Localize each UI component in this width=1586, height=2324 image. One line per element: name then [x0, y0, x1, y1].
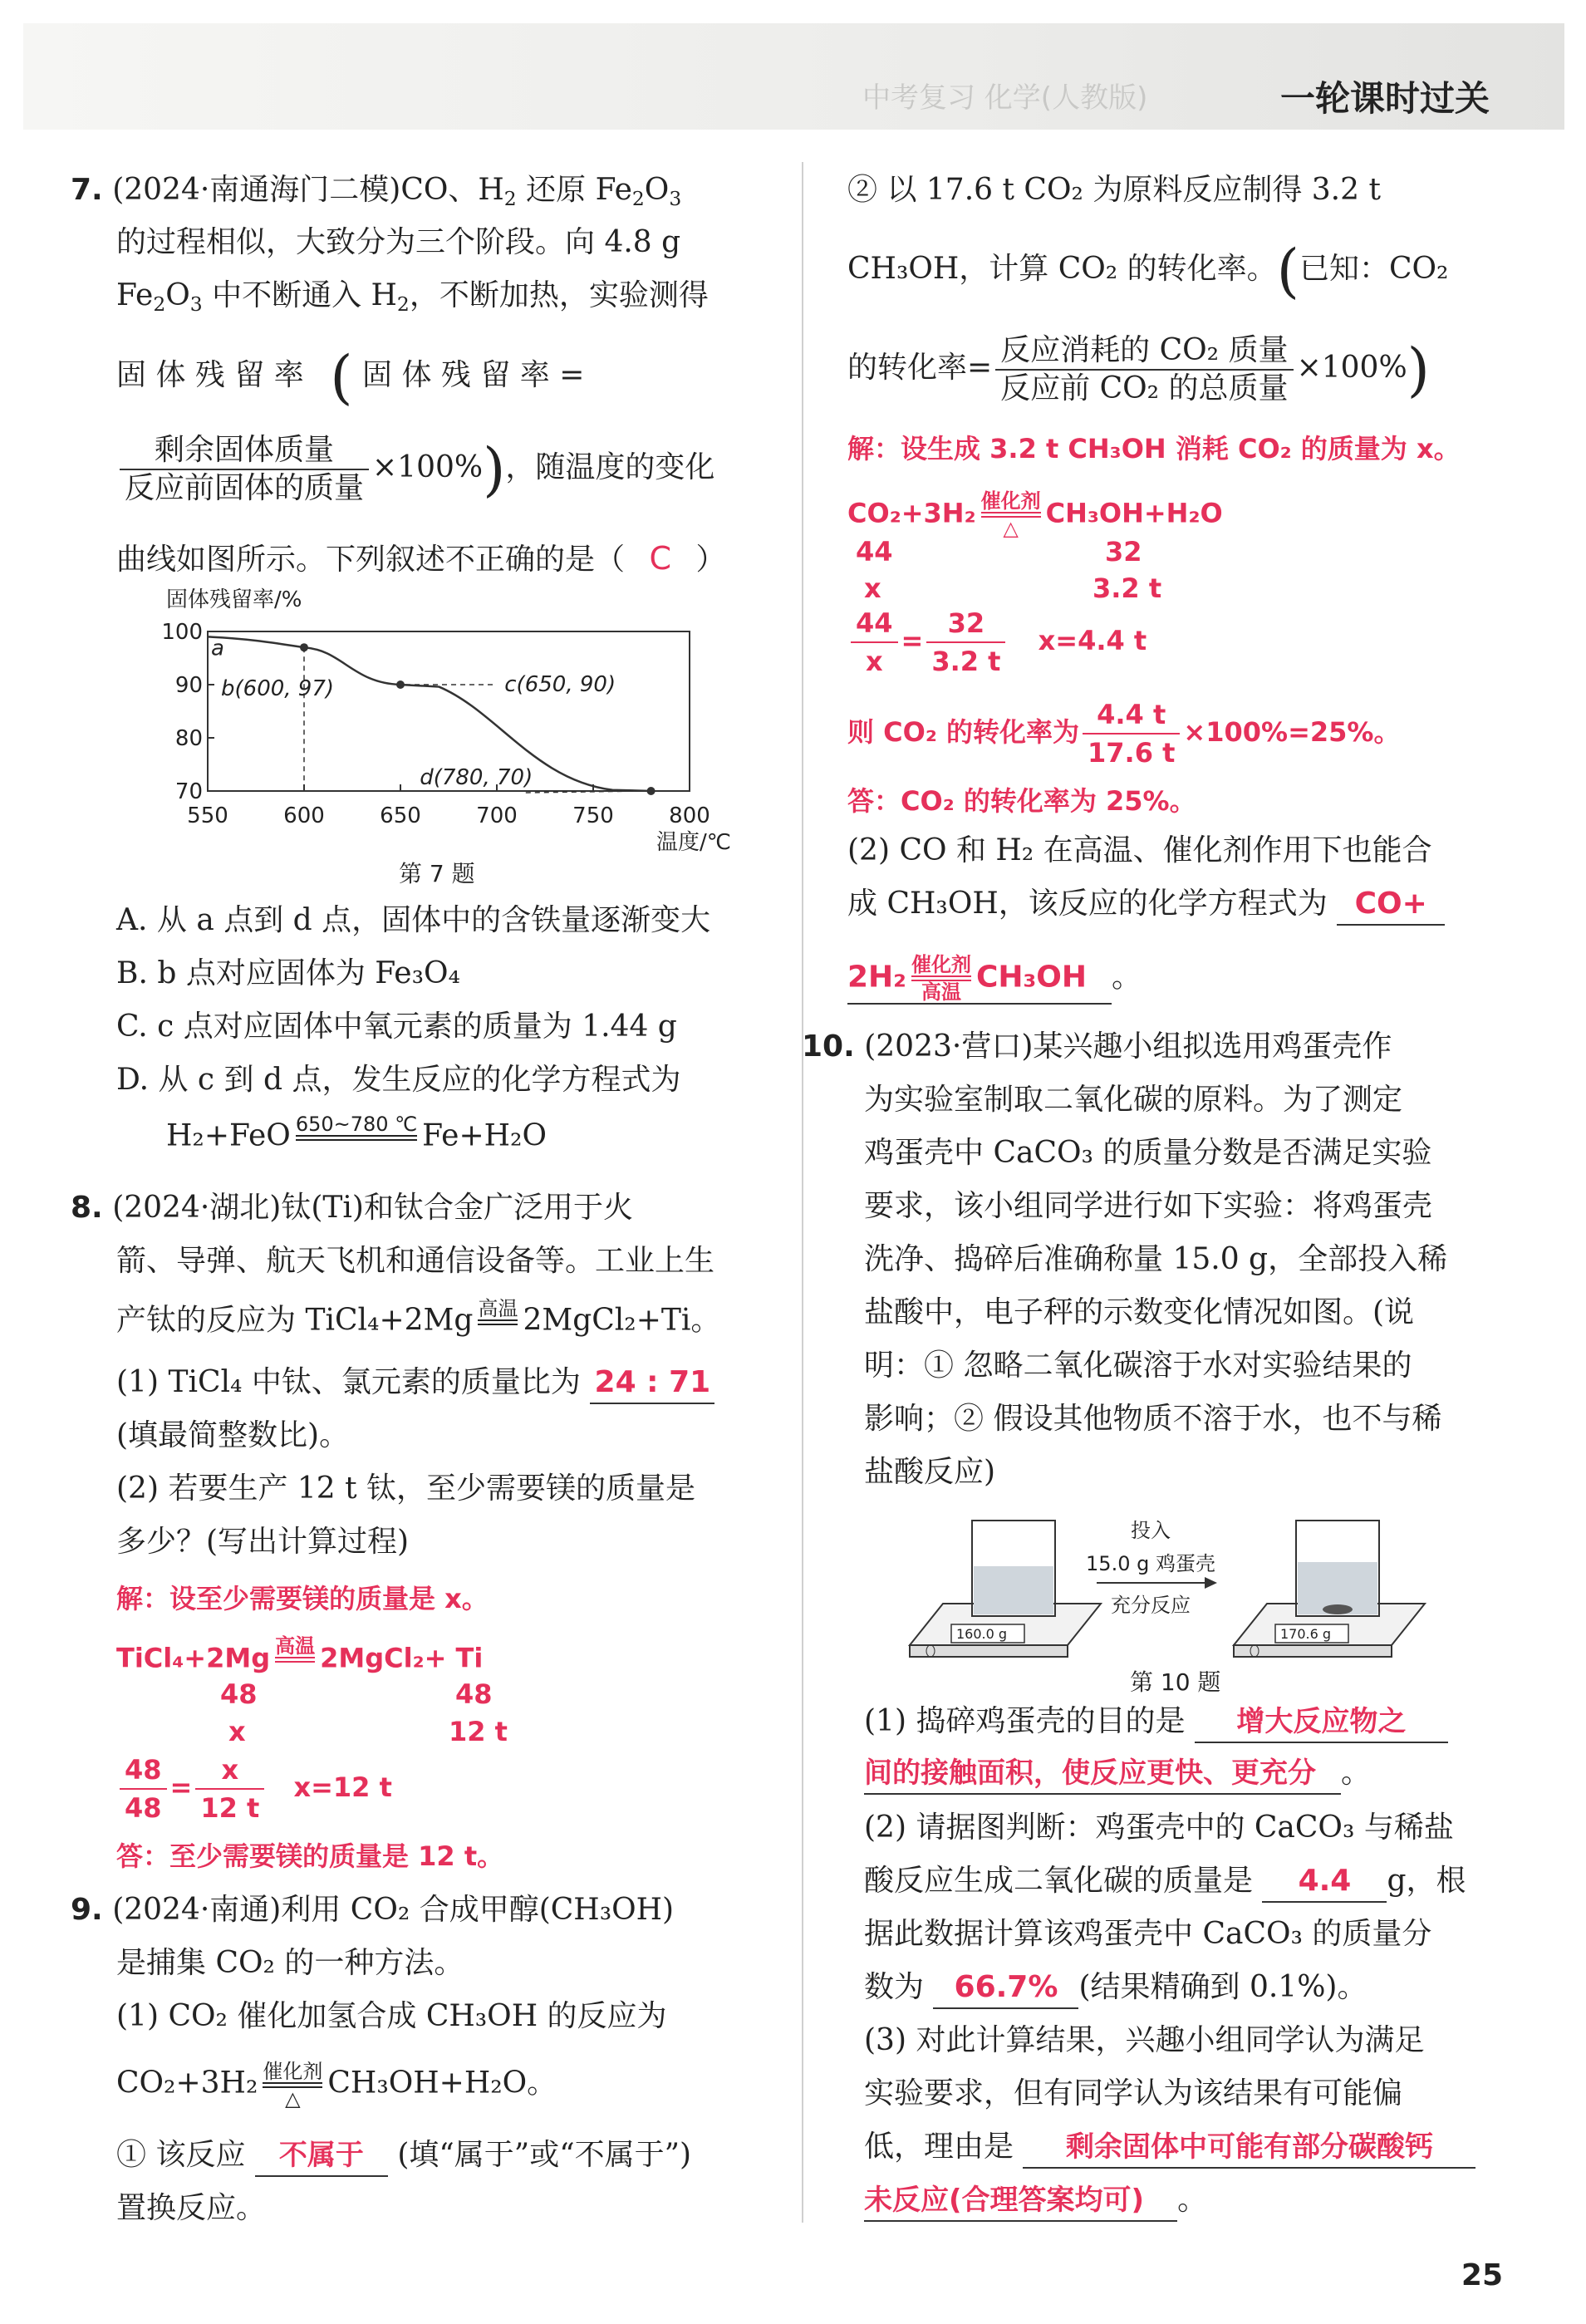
q9-sol-32t: 3.2 t	[1093, 572, 1162, 604]
q8-part1: (1) TiCl₄ 中钛、氯元素的质量比为 24 : 71	[116, 1363, 714, 1404]
q7-line5: $\frac{\text{剩余固体质量}}{\text{反应前固体的质量}}$ ×100%)，随温度的变化	[116, 432, 714, 507]
q10-part2-line4: 数为 66.7% (结果精确到 0.1%)。	[864, 1968, 1367, 2009]
q7-line3: $Fe_2O_3$ 中不断通入 $H_2$，不断加热，实验测得	[116, 278, 709, 317]
q10-line5: 洗净、捣碎后准确称量 15.0 g，全部投入稀	[864, 1242, 1448, 1276]
page-header	[23, 23, 1564, 130]
q7-answer: C	[649, 540, 672, 577]
x-tick-label: 800	[669, 803, 710, 828]
q9-sol-line1: 解：设生成 3.2 t CH₃OH 消耗 CO₂ 的质量为 x。	[847, 433, 1461, 464]
arrow-text-bot: 充分反应	[1111, 1594, 1191, 1617]
q9-part2-line2: 成 CH₃OH，该反应的化学方程式为 CO+	[847, 884, 1445, 926]
q8-sol-proportion: $\frac{48}{48}$ = $\frac{x}{12 t}$ x=12 t	[116, 1752, 392, 1826]
q8-sol-12t: 12 t	[449, 1716, 508, 1747]
q10-line6: 盐酸中，电子秤的示数变化情况如图。(说	[864, 1295, 1415, 1329]
q10-part1-line2: 间的接触面积，使反应更快、更充分 。	[864, 1753, 1371, 1795]
residue-rate-chart	[150, 582, 748, 856]
q7-line2: 的过程相似，大致分为三个阶段。向 4.8 g	[116, 225, 681, 259]
q9-part2-answer-1: CO+	[1337, 884, 1445, 926]
q10-caption: 第 10 题	[1130, 1668, 1221, 1696]
q8-line2: 箭、导弹、航天飞机和通信设备等。工业上生	[116, 1244, 715, 1278]
chart-ylabel: 固体残留率/%	[166, 587, 302, 612]
x-tick-label: 550	[187, 803, 228, 828]
q9-sol-32: 32	[1105, 536, 1142, 567]
scale-after	[1234, 1521, 1425, 1657]
q9-sol-answer: 答：CO₂ 的转化率为 25%。	[847, 785, 1196, 817]
q7-option-d-equation: H₂+FeO 650~780 ℃ Fe+H₂O	[166, 1113, 547, 1153]
x-tick-label: 750	[572, 803, 614, 828]
y-tick-label: 70	[174, 779, 203, 804]
data-point	[647, 787, 656, 795]
page-number: 25	[1461, 2258, 1503, 2292]
q7-option-b: B. b 点对应固体为 Fe₃O₄	[116, 956, 460, 990]
point-label: d(780, 70)	[420, 765, 533, 790]
q9-sub2-line1: ② 以 17.6 t CO₂ 为原料反应制得 3.2 t	[847, 173, 1381, 207]
q7-option-c: C. c 点对应固体中氧元素的质量为 1.44 g	[116, 1010, 677, 1044]
q9-part2-line3: 2H₂ 催化剂 高温 CH₃OH 。	[847, 953, 1142, 1004]
q10-part3-line4: 未反应(合理答案均可) 。	[864, 2180, 1207, 2222]
conversion-fraction: $\frac{\text{反应消耗的 CO₂ 质量}}{\text{反应前 CO₂ 的总质量}}$	[995, 332, 1293, 407]
x-tick-label: 650	[380, 803, 421, 828]
q10-part2-line3: 据此数据计算该鸡蛋壳中 CaCO₃ 的质量分	[864, 1917, 1432, 1951]
q7-option-a: A. 从 a 点到 d 点，固体中的含铁量逐渐变大	[116, 903, 711, 937]
q9-sub1-answer: 不属于	[255, 2135, 388, 2177]
scale-before	[910, 1521, 1101, 1657]
x-tick-label: 600	[283, 803, 325, 828]
scale-reading-after: 170.6 g	[1280, 1626, 1332, 1642]
q10-part1-line1: (1) 捣碎鸡蛋壳的目的是 增大反应物之	[864, 1702, 1448, 1743]
q10-part3-answer-1: 剩余固体中可能有部分碳酸钙	[1023, 2127, 1476, 2169]
q8-line3: 产钛的反应为 TiCl₄+2Mg 高温 2MgCl₂+Ti。	[116, 1297, 721, 1338]
q10-part1-answer-1: 增大反应物之	[1195, 1702, 1448, 1743]
q10-line7: 明：① 忽略二氧化碳溶于水对实验结果的	[864, 1349, 1412, 1383]
q8-solution-line1: 解：设至少需要镁的质量是 x。	[116, 1583, 489, 1614]
q7-caption: 第 7 题	[399, 860, 475, 887]
q9-sub1-end: 置换反应。	[116, 2191, 267, 2225]
y-tick-label: 100	[161, 620, 203, 645]
q9-part1: (1) CO₂ 催化加氢合成 CH₃OH 的反应为	[116, 1999, 667, 2033]
q9-number: 9.	[71, 1893, 103, 1927]
q8-part1-answer: 24 : 71	[590, 1363, 714, 1404]
chart-xlabel: 温度/℃	[656, 830, 731, 855]
data-point	[300, 643, 308, 651]
y-tick-label: 80	[174, 726, 203, 751]
q8-sol-48-ti: 48	[455, 1678, 493, 1710]
point-label: a	[211, 636, 224, 661]
q9-part2-line1: (2) CO 和 H₂ 在高温、催化剂作用下也能合	[847, 833, 1432, 867]
q10-part2-line2: 酸反应生成二氧化碳的质量是 4.4 g，根	[864, 1861, 1466, 1903]
residue-rate-fraction: $\frac{\text{剩余固体质量}}{\text{反应前固体的质量}}$	[120, 432, 369, 507]
q7-option-d: D. 从 c 到 d 点，发生反应的化学方程式为	[116, 1063, 681, 1097]
arrow-head	[1205, 1577, 1217, 1589]
q10-line4: 要求，该小组同学进行如下实验：将鸡蛋壳	[864, 1189, 1433, 1223]
q10-line9: 盐酸反应)	[864, 1455, 996, 1489]
q8-sol-answer: 答：至少需要镁的质量是 12 t。	[116, 1840, 504, 1872]
arrow-text-top: 投入	[1131, 1519, 1171, 1542]
q10-part3-line1: (3) 对此计算结果，兴趣小组同学认为满足	[864, 2023, 1425, 2057]
q8-line1: 8. (2024·湖北)钛(Ti)和钛合金广泛用于火	[71, 1191, 633, 1225]
q7-line4: 固 体 残 留 率 ( 固 体 残 留 率 =	[116, 343, 585, 411]
arrow-text-mid: 15.0 g 鸡蛋壳	[1086, 1552, 1215, 1575]
q8-sol-x: x	[228, 1716, 246, 1747]
q9-equation: CO₂+3H₂ 催化剂 △ CH₃OH+H₂O。	[116, 2060, 557, 2110]
scale-experiment-figure	[901, 1504, 1450, 1662]
q10-part3-answer-2: 未反应(合理答案均可)	[864, 2180, 1177, 2222]
q10-line2: 为实验室制取二氧化碳的原料。为了测定	[864, 1083, 1403, 1117]
q9-sub2-line3: 的转化率= $\frac{\text{反应消耗的 CO₂ 质量}}{\text{反应前 CO₂ 的总质量}}$ ×100%)	[847, 333, 1430, 405]
q10-part2-line1: (2) 请据图判断：鸡蛋壳中的 CaCO₃ 与稀盐	[864, 1811, 1454, 1845]
q7-line6: 曲线如图所示。下列叙述不正确的是（ C ）	[116, 540, 726, 577]
data-point	[396, 680, 405, 689]
q9-sol-x: x	[864, 572, 881, 604]
q9-sol-conversion: 则 CO₂ 的转化率为 $\frac{4.4 t}{17.6 t}$ ×100%=25%。	[847, 696, 1400, 771]
q7-number: 7.	[71, 173, 103, 207]
q8-part1-note: (填最简整数比)。	[116, 1418, 350, 1452]
q10-line1: 10. (2023·营口)某兴趣小组拟选用鸡蛋壳作	[802, 1029, 1392, 1064]
q10-part3-line3: 低，理由是 剩余固体中可能有部分碳酸钙	[864, 2127, 1476, 2169]
q8-part2: (2) 若要生产 12 t 钛，至少需要镁的质量是	[116, 1472, 696, 1506]
q10-part3-line2: 实验要求，但有同学认为该结果有可能偏	[864, 2076, 1403, 2110]
q10-part2-answer-fraction: 66.7%	[933, 1968, 1078, 2009]
q9-sol-proportion: $\frac{44}{x}$ = $\frac{32}{3.2 t}$ x=4.4 t	[847, 605, 1147, 680]
x-tick-label: 700	[476, 803, 518, 828]
q9-sol-44: 44	[856, 536, 893, 567]
q10-line3: 鸡蛋壳中 CaCO₃ 的质量分数是否满足实验	[864, 1136, 1432, 1170]
q8-number: 8.	[71, 1191, 103, 1225]
q9-line2: 是捕集 CO₂ 的一种方法。	[116, 1946, 464, 1980]
q8-solution-equation: TiCl₄+2Mg 高温 2MgCl₂+ Ti	[116, 1634, 484, 1674]
point-label: c(650, 90)	[504, 672, 616, 697]
q8-sol-48-mg: 48	[220, 1678, 258, 1710]
q8-part2b: 多少？(写出计算过程)	[116, 1525, 410, 1559]
scale-reading-before: 160.0 g	[956, 1626, 1008, 1642]
q9-sub2-line2: CH₃OH，计算 CO₂ 的转化率。(已知：CO₂	[847, 237, 1449, 305]
q10-part2-answer-co2: 4.4	[1262, 1861, 1387, 1903]
y-tick-label: 90	[174, 673, 203, 698]
header-subtitle: 中考复习 化学(人教版)	[862, 81, 1148, 115]
header-title: 一轮课时过关	[1279, 78, 1490, 119]
column-divider	[802, 162, 803, 2223]
q9-sol-equation: CO₂+3H₂ 催化剂 △ CH₃OH+H₂O	[847, 489, 1223, 540]
q9-line1: 9. (2024·南通)利用 CO₂ 合成甲醇(CH₃OH)	[71, 1893, 675, 1927]
q10-part1-answer-2: 间的接触面积，使反应更快、更充分	[864, 1753, 1341, 1795]
point-label: b(600, 97)	[221, 676, 335, 702]
q10-line8: 影响；② 假设其他物质不溶于水，也不与稀	[864, 1402, 1442, 1436]
q7-line1: 7. (2024·南通海门二模)CO、$H_2$ 还原 $Fe_2O_3$	[71, 173, 682, 211]
q9-part2-answer-2: 2H₂ 催化剂 高温 CH₃OH	[847, 954, 1112, 1005]
q9-sub1: ① 该反应 不属于 (填“属于”或“不属于”)	[116, 2135, 691, 2177]
q10-number: 10.	[802, 1029, 855, 1064]
